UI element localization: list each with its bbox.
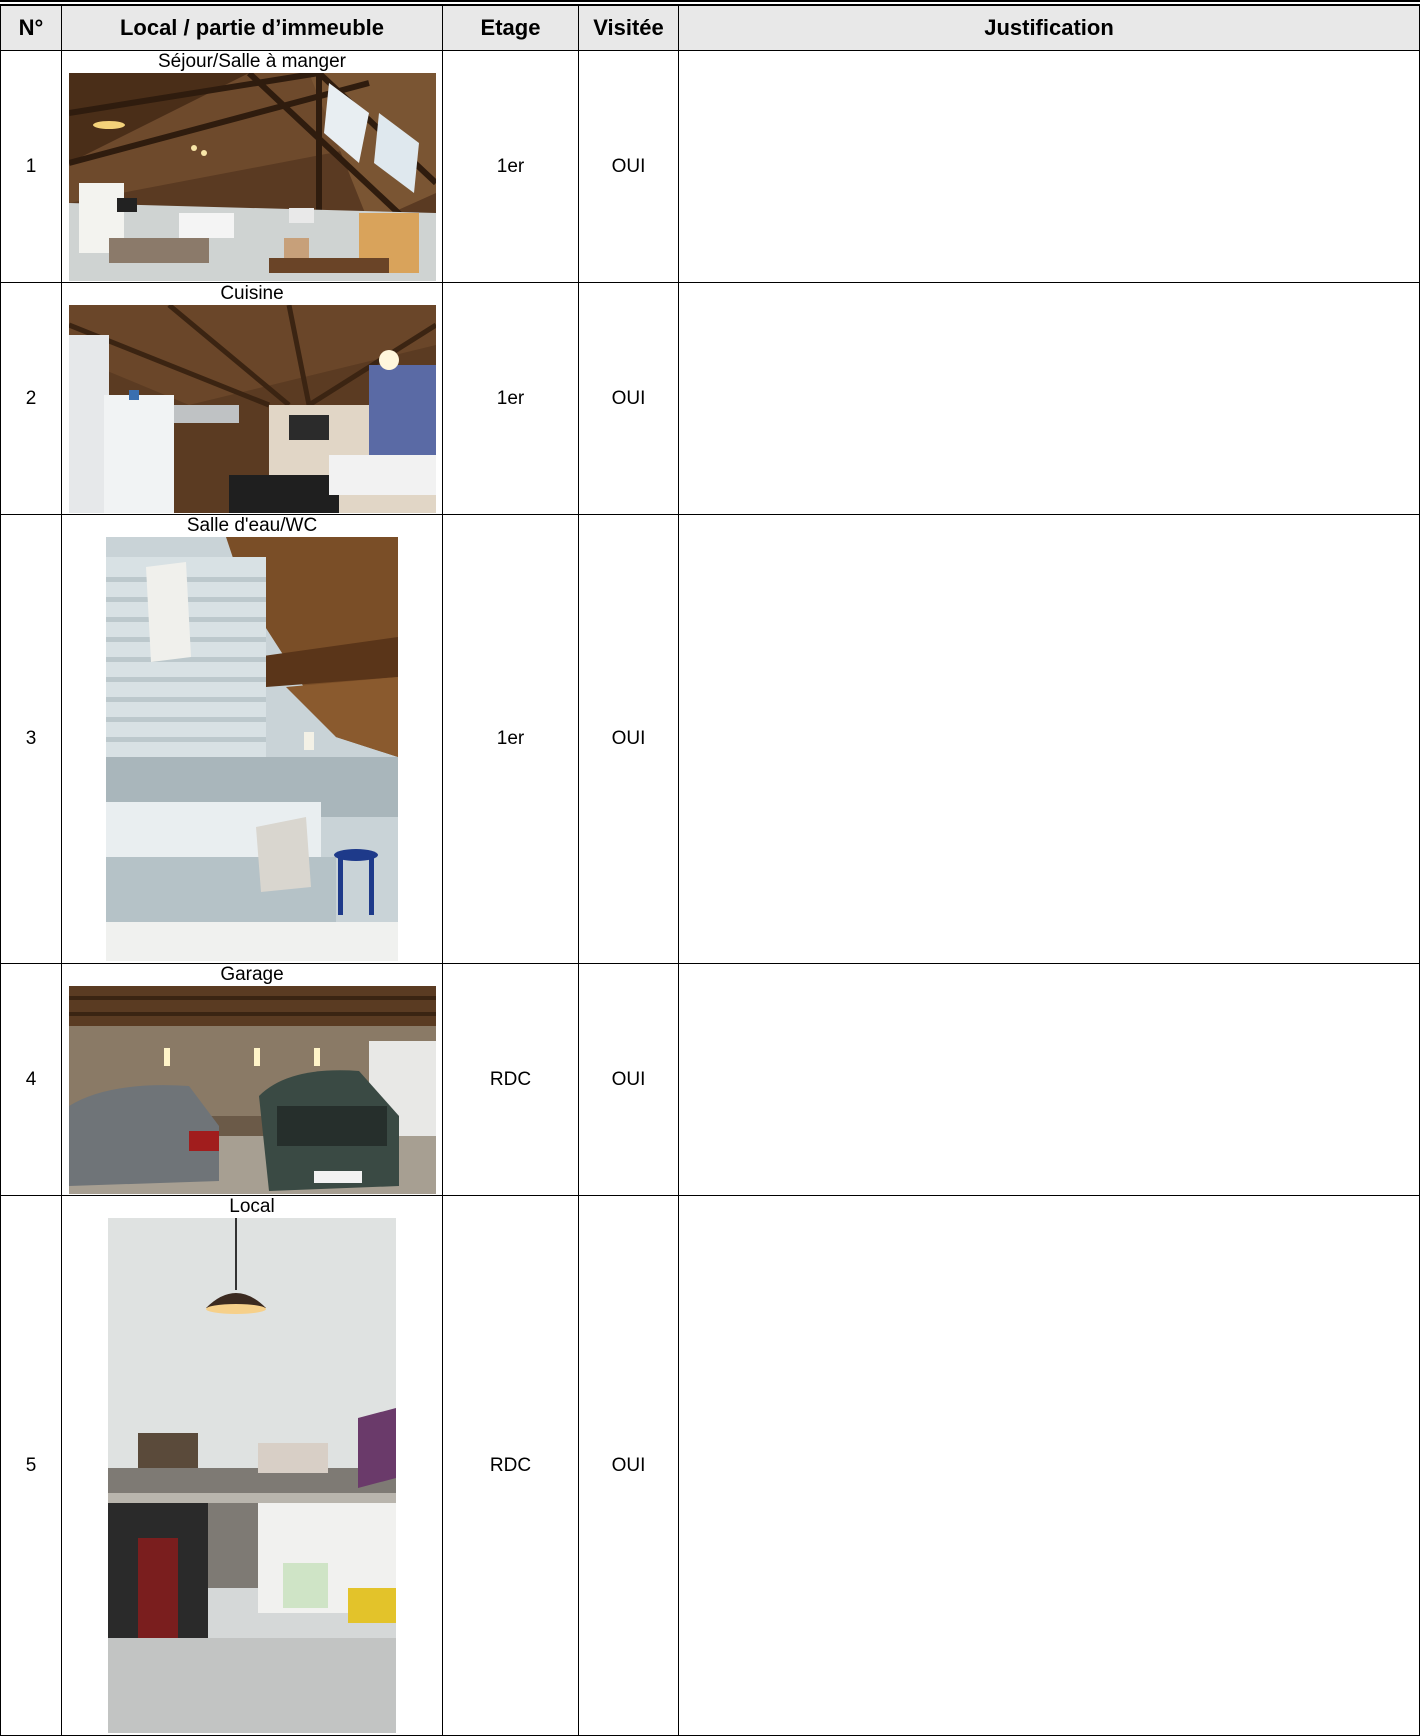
row-visitee: OUI [579,964,679,1196]
room-caption: Salle d'eau/WC [186,515,318,536]
room-caption: Cuisine [220,283,284,304]
row-justification [679,51,1420,283]
header-visitee: Visitée [579,6,679,51]
header-justification: Justification [679,6,1420,51]
row-etage: 1er [443,515,579,964]
row-num: 1 [1,51,62,283]
row-num: 4 [1,964,62,1196]
table-row [1,51,1420,283]
row-justification [679,515,1420,964]
row-justification [679,1196,1420,1736]
table-row [1,964,1420,1196]
header-etage: Etage [443,6,579,51]
row-etage: 1er [443,51,579,283]
row-local [62,1196,443,1736]
row-visitee: OUI [579,51,679,283]
room-photo [108,1218,396,1733]
row-visitee: OUI [579,1196,679,1736]
row-visitee: OUI [579,283,679,515]
table-row [1,1196,1420,1736]
row-etage: 1er [443,283,579,515]
table-row [1,515,1420,964]
room-caption: Garage [220,964,284,985]
room-photo [106,537,398,961]
room-caption: Local [229,1196,275,1217]
header-num: N° [1,6,62,51]
row-etage: RDC [443,1196,579,1736]
room-photo [69,73,436,281]
rooms-table [0,5,1420,1736]
header-local: Local / partie d’immeuble [62,6,443,51]
row-visitee: OUI [579,515,679,964]
row-local [62,283,443,515]
row-local [62,964,443,1196]
room-caption: Séjour/Salle à manger [158,51,346,72]
row-etage: RDC [443,964,579,1196]
row-num: 2 [1,283,62,515]
table-header-row [1,6,1420,51]
row-local [62,515,443,964]
row-num: 5 [1,1196,62,1736]
row-justification [679,964,1420,1196]
room-photo [69,986,436,1194]
row-num: 3 [1,515,62,964]
table-row [1,283,1420,515]
row-justification [679,283,1420,515]
row-local [62,51,443,283]
room-photo [69,305,436,513]
top-rule [0,0,1420,2]
